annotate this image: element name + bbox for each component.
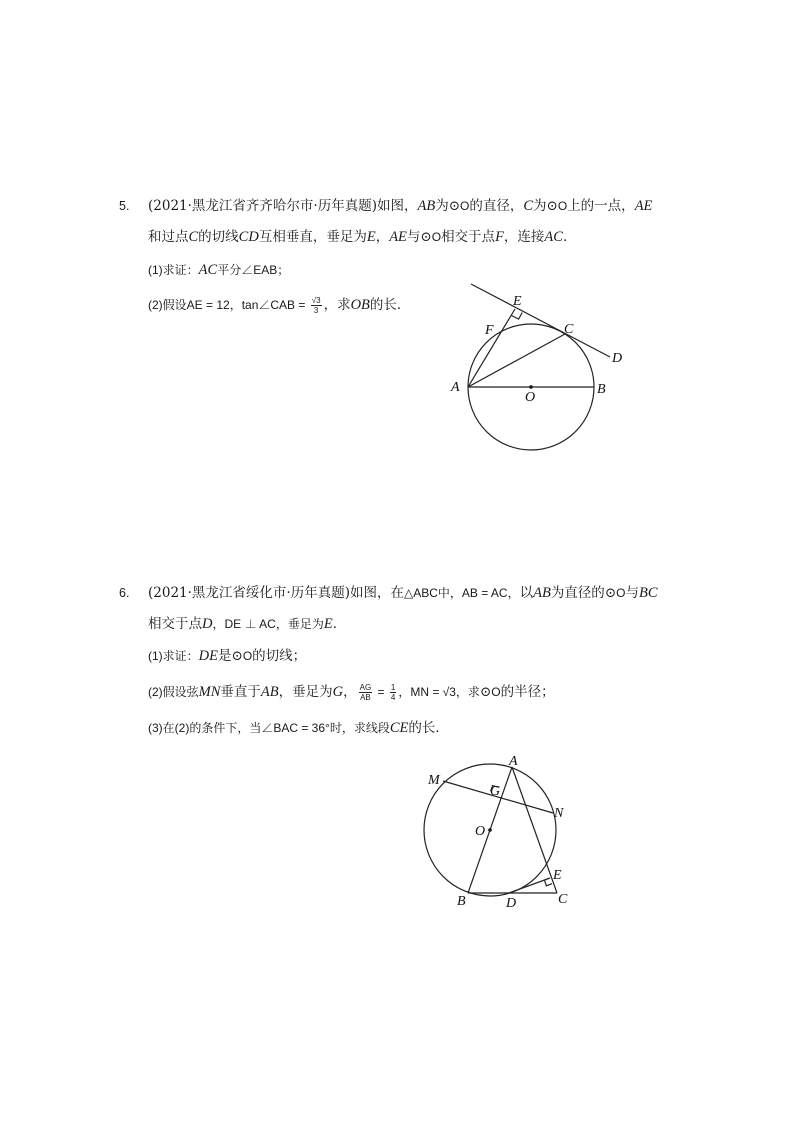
tangent-line-cd	[471, 284, 610, 357]
problem-5-question-1: (1)求证：AC平分∠EAB；	[148, 262, 290, 278]
problem-5-source: (2021·黑龙江省齐齐哈尔市·历年真题)	[148, 198, 377, 214]
problem-6-question-2: (2)假设弦MN垂直于AB，垂足为G， $\frac{AG}{AB}$ = $\frac{1}{4}$ ，MN = √3，求⊙O的半径；	[148, 683, 555, 702]
problem-5-line-1: (2021·黑龙江省齐齐哈尔市·历年真题)如图，AB为⊙O的直径，C为⊙O上的一点，AE	[148, 198, 653, 214]
label-e: E	[553, 868, 562, 883]
center-point-o	[488, 828, 492, 832]
problem-5-number: 5.	[119, 199, 130, 213]
figure-problem-6	[420, 750, 580, 910]
fraction-one-quarter: $\frac{1}{4}$	[390, 683, 396, 702]
problem-6-source: (2021·黑龙江省绥化市·历年真题)	[148, 585, 350, 601]
problem-6-number: 6.	[119, 586, 130, 600]
label-f: F	[485, 323, 494, 338]
problem-6-line-1: (2021·黑龙江省绥化市·历年真题)如图，在△ABC中，AB = AC，以AB为直径的⊙O与BC	[148, 585, 658, 601]
label-a: A	[509, 754, 518, 769]
label-c: C	[558, 892, 568, 907]
problem-6-question-1: (1)求证：DE是⊙O的切线；	[148, 648, 307, 664]
segment-ae	[468, 309, 515, 387]
label-m: M	[428, 773, 440, 788]
problem-5-line-2: 和过点C的切线CD互相垂直，垂足为E，AE与⊙O相交于点F，连接AC．	[148, 229, 577, 245]
fraction-ag-over-ab: $\frac{AG}{AB}$	[359, 683, 372, 702]
segment-de	[509, 878, 550, 893]
right-angle-mark-e	[544, 880, 552, 886]
label-n: N	[554, 806, 564, 821]
label-o: O	[475, 824, 486, 839]
problem-5-question-2: (2)假设AE = 12，tan∠CAB = $\frac{√3}{3}$ ，求OB的长．	[148, 296, 411, 315]
right-angle-mark-e	[512, 313, 523, 320]
label-b: B	[597, 382, 606, 397]
label-g: G	[490, 784, 501, 799]
problem-6-line-2: 相交于点D，DE ⊥ AC，垂足为E．	[148, 616, 347, 632]
center-point-o	[529, 385, 533, 389]
segment-ac	[468, 334, 565, 387]
label-o: O	[525, 390, 536, 405]
label-d: D	[612, 351, 623, 366]
fraction-sqrt3-over-3: $\frac{√3}{3}$	[311, 296, 321, 315]
figure-problem-5	[440, 280, 640, 460]
problem-6-question-3: (3)在(2)的条件下，当∠BAC = 36°时，求线段CE的长．	[148, 720, 449, 736]
label-e: E	[513, 294, 522, 309]
label-b: B	[457, 894, 466, 909]
label-c: C	[564, 322, 574, 337]
segment-ac	[512, 767, 557, 893]
label-a: A	[451, 380, 460, 395]
label-d: D	[506, 896, 517, 910]
